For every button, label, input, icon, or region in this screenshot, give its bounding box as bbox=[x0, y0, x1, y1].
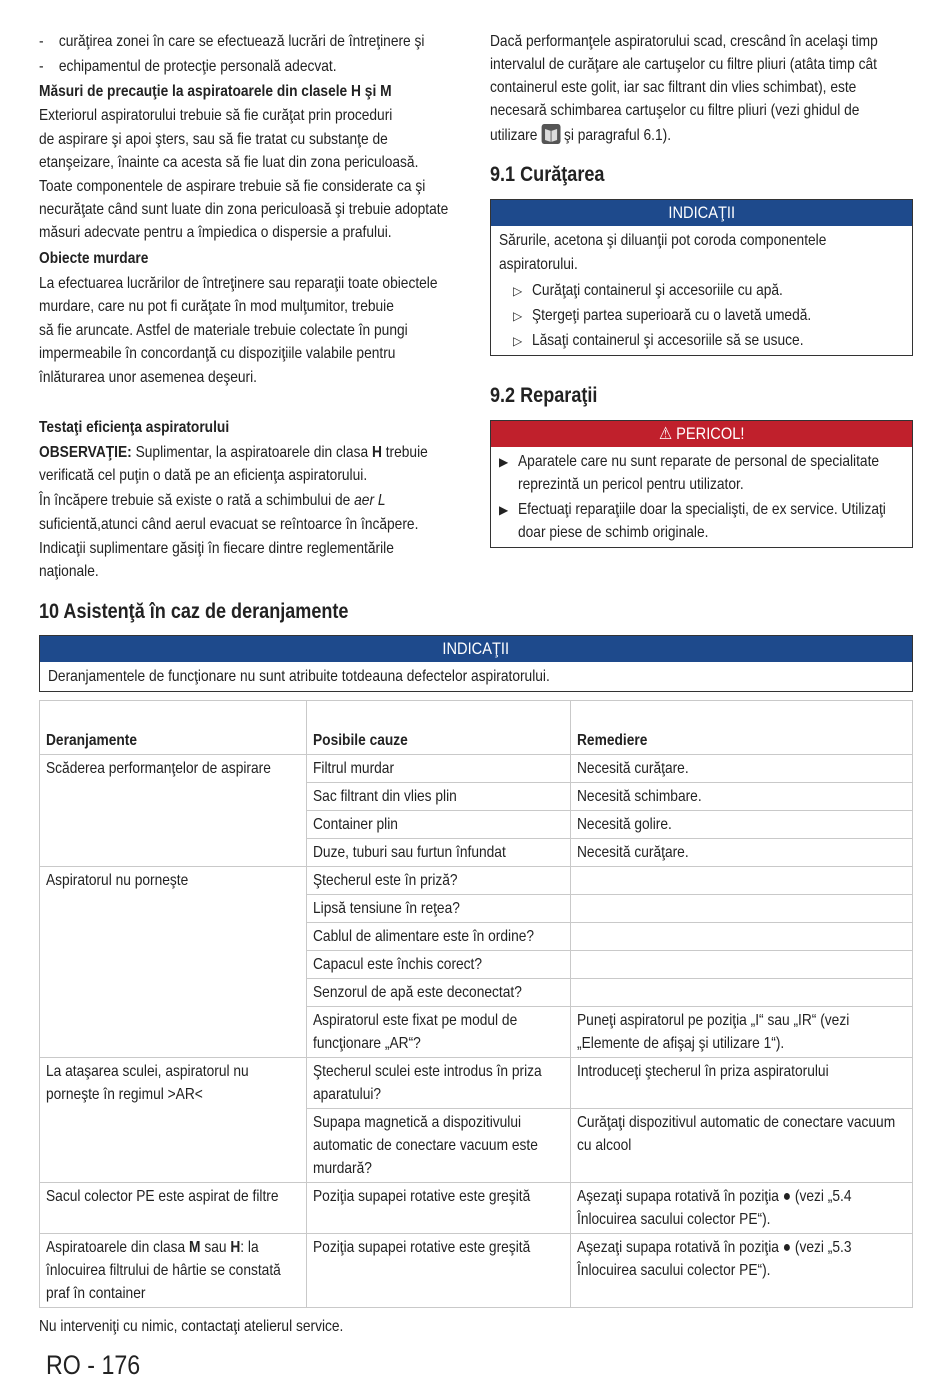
remedy-cell: Aşezaţi supapa rotativă în poziţia ● (vezi „5.3 Înlocuirea sacului colector PE“). bbox=[571, 1234, 913, 1308]
bullet-item: - echipamentul de protecţie personală adecvat. bbox=[39, 58, 337, 75]
triangle-bullet-icon: ▷ bbox=[513, 309, 523, 323]
cause-cell: Lipsă tensiune în reţea? bbox=[306, 895, 571, 923]
info-box-title: INDICAŢII bbox=[491, 200, 912, 226]
section-9-2-title: 9.2 Reparaţii bbox=[490, 384, 598, 407]
remedy-cell: Aşezaţi supapa rotativă în poziţia ● (vezi „5.4 Înlocuirea sacului colector PE“). bbox=[571, 1183, 913, 1234]
paragraph-line: suficientă,atunci când aerul evacuat se reîntoarce în încăpere. bbox=[39, 516, 419, 533]
cause-cell: Supapa magnetică a dispozitivului automatic de conectare vacuum este murdară? bbox=[306, 1109, 571, 1183]
paragraph-line: înlăturarea unor asemenea deşeuri. bbox=[39, 369, 258, 386]
info-step-item: Lăsaţi containerul şi accesoriile să se usuce. bbox=[532, 332, 804, 349]
table-row bbox=[40, 1183, 913, 1234]
paragraph-line: verificată cel puţin o dată pe an eficienţa aspiratorului. bbox=[39, 467, 368, 484]
table-row bbox=[40, 1058, 913, 1109]
remedy-cell bbox=[571, 895, 913, 923]
after-table-note: Nu interveniţi cu nimic, contactaţi atelierul service. bbox=[39, 1318, 344, 1335]
paragraph-line: intervalul de curăţare ale cartuşelor cu filtre pliuri (atâta timp cât bbox=[490, 56, 877, 73]
cause-cell: Ştecherul este în priză? bbox=[306, 867, 571, 895]
warning-triangle-icon: ⚠ bbox=[658, 424, 672, 443]
danger-box-title: ⚠ PERICOL! bbox=[491, 421, 912, 447]
cause-cell: Ştecherul sculei este introdus în priza aparatului? bbox=[306, 1058, 571, 1109]
table-row bbox=[40, 867, 913, 895]
remedy-cell: Introduceţi ştecherul în priza aspiratorului bbox=[571, 1058, 913, 1109]
test-efficiency-heading: Testaţi eficienţa aspiratorului bbox=[39, 419, 230, 436]
dirty-objects-heading: Obiecte murdare bbox=[39, 250, 149, 267]
cause-cell: Sac filtrant din vlies plin bbox=[306, 783, 571, 811]
paragraph-line: Exteriorul aspiratorului trebuie să fie curăţat prin proceduri bbox=[39, 107, 393, 124]
paragraph-line: Toate componentele de aspirare trebuie să fie considerate ca şi bbox=[39, 178, 426, 195]
cause-cell: Container plin bbox=[306, 811, 571, 839]
fault-cell: Scăderea performanţelor de aspirare bbox=[40, 755, 307, 867]
danger-item-line: Efectuaţi reparaţiile doar la specialişti, de ex service. Utilizaţi bbox=[518, 501, 886, 518]
cause-cell: Capacul este închis corect? bbox=[306, 951, 571, 979]
column-header: Posibile cauze bbox=[306, 701, 571, 755]
remedy-cell: Necesită golire. bbox=[571, 811, 913, 839]
paragraph-line: să fie aruncate. Astfel de materiale trebuie colectate în pungi bbox=[39, 322, 408, 339]
info-text-line: Deranjamentele de funcţionare nu sunt atribuite totdeauna defectelor aspiratorului. bbox=[48, 668, 550, 685]
section-9-1-title: 9.1 Curăţarea bbox=[490, 163, 605, 186]
danger-item-line: reprezintă un pericol pentru utilizator. bbox=[518, 476, 744, 493]
column-header: Deranjamente bbox=[40, 701, 307, 755]
info-text-line: Sărurile, acetona şi diluanţii pot coroda componentele bbox=[499, 232, 827, 249]
triangle-bullet-icon: ▷ bbox=[513, 334, 523, 348]
paragraph-line: măsuri adecvate pentru a împiedica o dispersie a prafului. bbox=[39, 224, 392, 241]
danger-box-repairs bbox=[490, 420, 913, 548]
paragraph-line: etanşeizare, înainte ca acesta să fie luat din zona periculoasă. bbox=[39, 154, 419, 171]
paragraph-line: utilizare şi paragraful 6.1). bbox=[490, 124, 701, 146]
remedy-cell bbox=[571, 923, 913, 951]
paragraph-line: de aspirare şi apoi şters, sau să fie tratat cu substanţe de bbox=[39, 131, 388, 148]
arrow-bullet-icon: ▶ bbox=[499, 455, 509, 469]
remedy-cell bbox=[571, 979, 913, 1007]
info-step-item: Ştergeţi partea superioară cu o lavetă umedă. bbox=[532, 307, 812, 324]
page-number: RO - 176 bbox=[46, 1350, 141, 1380]
paragraph-line: necesară schimbarea cartuşelor cu filtre pliuri (vezi ghidul de bbox=[490, 102, 860, 119]
paragraph-line: Dacă performanţele aspiratorului scad, crescând în acelaşi timp bbox=[490, 33, 878, 50]
paragraph-line: Indicaţii suplimentare găsiţi în fiecare dintre reglementările bbox=[39, 540, 394, 557]
cause-cell: Senzorul de apă este deconectat? bbox=[306, 979, 571, 1007]
arrow-bullet-icon: ▶ bbox=[499, 503, 509, 517]
triangle-bullet-icon: ▷ bbox=[513, 284, 523, 298]
info-step-item: Curăţaţi containerul şi accesoriile cu apă. bbox=[532, 282, 783, 299]
remedy-cell: Curăţaţi dispozitivul automatic de conectare vacuum cu alcool bbox=[571, 1109, 913, 1183]
cause-cell: Poziţia supapei rotative este greşită bbox=[306, 1234, 571, 1308]
table-row bbox=[40, 1234, 913, 1308]
danger-item-line: Aparatele care nu sunt reparate de personal de specialitate bbox=[518, 453, 880, 470]
cause-cell: Aspiratorul este fixat pe modul de funcţionare „AR“? bbox=[306, 1007, 571, 1058]
paragraph-line: containerul este golit, iar sac filtrant din vlies schimbat), este bbox=[490, 79, 857, 96]
cause-cell: Cablul de alimentare este în ordine? bbox=[306, 923, 571, 951]
observation-line: OBSERVAŢIE: Suplimentar, la aspiratoarele din clasa H trebuie bbox=[39, 444, 428, 461]
precautions-heading: Măsuri de precauţie la aspiratoarele din clasele H şi M bbox=[39, 83, 392, 100]
section-10-title: 10 Asistenţă în caz de deranjamente bbox=[39, 600, 349, 623]
cause-cell: Filtrul murdar bbox=[306, 755, 571, 783]
remedy-cell bbox=[571, 951, 913, 979]
cause-cell: Poziţia supapei rotative este greşită bbox=[306, 1183, 571, 1234]
paragraph-line: naţionale. bbox=[39, 563, 99, 580]
info-box-cleaning bbox=[490, 199, 913, 356]
table-row bbox=[40, 755, 913, 783]
remedy-cell: Puneţi aspiratorul pe poziţia „I“ sau „IR“ (vezi „Elemente de afişaj şi utilizare 1“). bbox=[571, 1007, 913, 1058]
fault-cell: Sacul colector PE este aspirat de filtre bbox=[40, 1183, 307, 1234]
fault-cell: Aspiratoarele din clasa M sau H: la înlocuirea filtrului de hârtie se constată praf în container bbox=[40, 1234, 307, 1308]
danger-item-line: doar piese de schimb originale. bbox=[518, 524, 709, 541]
manual-book-icon bbox=[541, 124, 560, 144]
remedy-cell bbox=[571, 867, 913, 895]
info-box-title: INDICAŢII bbox=[40, 636, 912, 662]
table-header-row bbox=[40, 701, 913, 755]
remedy-cell: Necesită curăţare. bbox=[571, 839, 913, 867]
remedy-cell: Necesită curăţare. bbox=[571, 755, 913, 783]
fault-cell: Aspiratorul nu porneşte bbox=[40, 867, 307, 1058]
column-header: Remediere bbox=[571, 701, 913, 755]
paragraph-line: impermeabile în concordanţă cu dispoziţiile valabile pentru bbox=[39, 345, 396, 362]
info-box-faults bbox=[39, 635, 913, 692]
paragraph-line: În încăpere trebuie să existe o rată a schimbului de aer L bbox=[39, 492, 386, 509]
bullet-item: - curăţirea zonei în care se efectuează lucrări de întreţinere şi bbox=[39, 33, 425, 50]
info-text-line: aspiratorului. bbox=[499, 256, 578, 273]
paragraph-line: necurăţate când sunt luate din zona periculoasă şi trebuie adoptate bbox=[39, 201, 449, 218]
paragraph-line: La efectuarea lucrărilor de întreţinere sau reparaţii toate obiectele bbox=[39, 275, 438, 292]
paragraph-line: murdare, care nu pot fi curăţate în mod mulţumitor, trebuie bbox=[39, 298, 394, 315]
fault-table bbox=[39, 700, 913, 1308]
fault-cell: La ataşarea sculei, aspiratorul nu porneşte în regimul >AR< bbox=[40, 1058, 307, 1183]
remedy-cell: Necesită schimbare. bbox=[571, 783, 913, 811]
cause-cell: Duze, tuburi sau furtun înfundat bbox=[306, 839, 571, 867]
